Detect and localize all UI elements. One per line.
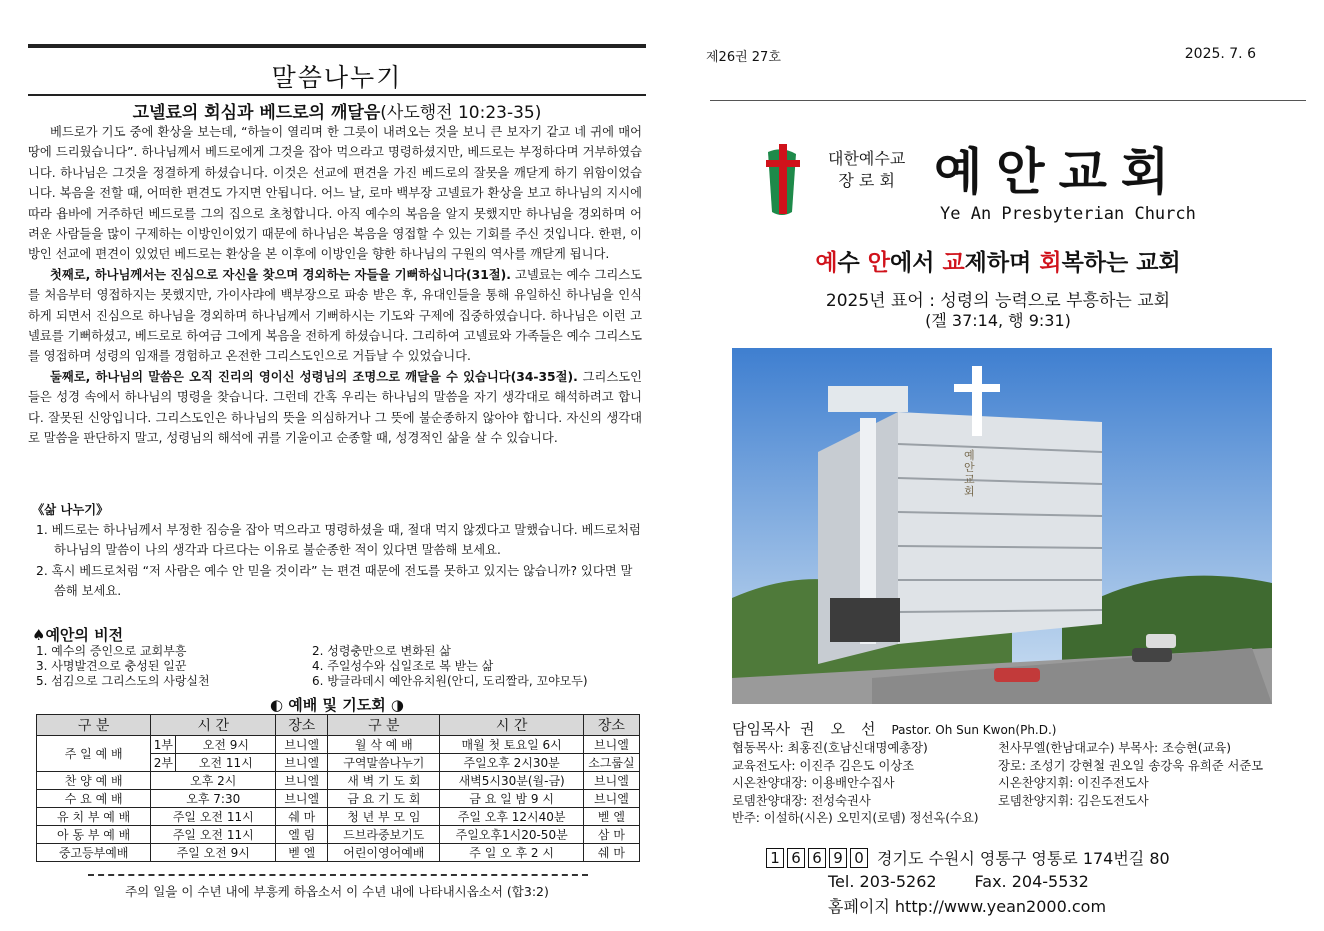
table-cell: 브니엘 <box>583 772 639 790</box>
table-header-row <box>37 715 640 736</box>
sermon-paragraph-1: 베드로가 기도 중에 환상을 보는데, “하늘이 열리며 한 그릇이 내려오는 것을 보니 큰 보자기 같고 네 귀에 매어 땅에 드리웠습니다”. 하나님께서 베드로에게 그것을 잡아 먹으라고 명령하셨지만, 베드로는 부정하다며 거부하였습니다. 하나님은 그것을 정결하게 하셨습니다. 이것은 선교에 편견을 가진 베드로의 잘못을 깨닫게 하기 위함이었습니다. 복음을 전할 때, 어떠한 편견도 가지면 안됩니다. 어느 날, 로마 백부장 고넬료가 환상을 보고 하나님의 지시에 따라 욥바에 거주하던 베드로를 그의 집으로 초청합니다. 아직 예수의 복음을 알지 못했지만 하나님을 경외하며 어려운 사람들을 많이 구제하는 이방인이었기 때문에 하나님은 복음을 영접할 수 있는 기회를 주신 것입니다. 한편, 이방인 선교에 편견이 있었던 베드로는 환상을 본 이후에 이방인을 향한 하나님의 구원의 역사를 깨닫게 됩니다. <box>28 125 642 262</box>
table-row <box>37 736 640 754</box>
building-sign: 예안교회 <box>964 449 975 498</box>
table-cell: 구역말씀나누기 <box>328 754 440 772</box>
staff-row <box>732 810 1306 828</box>
table-header: 장소 <box>583 715 639 736</box>
staff-entry: 천사무엘(한남대교수) 부목사: 조승현(교육) <box>998 741 1232 755</box>
church-motto <box>688 244 1308 277</box>
point-1-body: 고넬료는 예수 그리스도를 처음부터 영접하지는 못했지만, 가이사랴에 백부장으로 파송 받은 후, 유대인들을 통해 유일하신 하나님을 인식하게 되면서 진심으로 하나님을 경외하며 하나님께서 기뻐하시는 기도와 구제에 집중하였습니다. 하나님은 이런 고넬료를 기뻐하셨고, 베드로로 하여금 그에게 복음을 전하게 하셨습니다. 그리하여 고넬료와 가족들은 예수 그리스도를 영접하며 성령의 임재를 경험하고 온전한 그리스도인으로 거듭날 수 있었습니다. <box>28 267 642 364</box>
table-row <box>37 844 640 862</box>
table-header: 구 분 <box>37 715 151 736</box>
table-cell: 금 요 기 도 회 <box>328 790 440 808</box>
table-cell: 새 벽 기 도 회 <box>328 772 440 790</box>
table-row <box>37 790 640 808</box>
table-cell: 주일 오후 12시40분 <box>440 808 583 826</box>
volume-number: 제26권 27호 <box>706 50 781 65</box>
table-cell: 브니엘 <box>276 736 328 754</box>
vision-item: 6. 방글라데시 예안유치원(안디, 도리짤라, 꼬야모두) <box>312 674 588 688</box>
year-theme: 2025년 표어 : 성령의 능력으로 부흥하는 교회 <box>825 291 1171 311</box>
table-cell: 주일오후1시20-50분 <box>440 826 583 844</box>
table-cell: 브니엘 <box>276 754 328 772</box>
vision-item: 2. 성령충만으로 변화된 삶 <box>312 644 451 658</box>
top-rule <box>28 44 646 48</box>
table-cell: 쉐 마 <box>276 808 328 826</box>
table-row <box>37 826 640 844</box>
staff-entry: 반주: 이설하(시온) 오민지(로뎀) 정선옥(수요) <box>732 811 979 825</box>
homepage-link[interactable]: 홈페이지 http://www.yean2000.com <box>828 897 1107 916</box>
table-cell: 삼 마 <box>583 826 639 844</box>
table-cell: 주일 오전 11시 <box>151 808 276 826</box>
table-cell: 금 요 일 밤 9 시 <box>440 790 583 808</box>
table-cell: 엘 림 <box>276 826 328 844</box>
life-sharing-heading: 《삶 나누기》 <box>32 503 109 517</box>
table-header: 장소 <box>276 715 328 736</box>
zip-digit: 6 <box>808 848 826 868</box>
table-cell: 아 동 부 예 배 <box>37 826 151 844</box>
staff-row <box>732 758 1306 776</box>
sermon-body <box>28 122 642 449</box>
table-cell: 벧 엘 <box>276 844 328 862</box>
staff-entry: 협동목사: 최홍진(호남신대명예총장) <box>732 741 928 755</box>
table-row <box>37 808 640 826</box>
vision-heading: ♠예안의 비전 <box>32 626 124 644</box>
staff-entry: 로뎀찬양지휘: 김은도전도사 <box>998 793 1149 808</box>
zip-digit: 9 <box>829 848 847 868</box>
staff-entry: 교육전도사: 이진주 김은도 이상조 <box>732 758 915 773</box>
address-text: 경기도 수원시 영통구 영통로 174번길 80 <box>877 849 1170 868</box>
table-cell: 주일 오전 11시 <box>151 826 276 844</box>
denomination-line-2: 장 로 회 <box>838 171 895 190</box>
motto-letter: 회 <box>1039 250 1062 276</box>
table-cell: 오후 7:30 <box>151 790 276 808</box>
table-header: 시 간 <box>151 715 276 736</box>
year-theme-reference: (겔 37:14, 행 9:31) <box>925 311 1071 330</box>
footer-verse: 주의 일을 이 수년 내에 부흥케 하옵소서 이 수년 내에 나타내시옵소서 (합3:2) <box>125 884 549 899</box>
point-1-heading: 첫째로, 하나님께서는 진심으로 자신을 찾으며 경외하는 자들을 기뻐하십니다(31절). <box>50 267 511 282</box>
staff-row <box>732 793 1306 811</box>
table-cell: 벧 엘 <box>583 808 639 826</box>
sermon-reference: (사도행전 10:23-35) <box>380 103 542 123</box>
church-name: 예안교회 <box>934 142 1184 201</box>
table-header: 구 분 <box>328 715 440 736</box>
table-cell: 수 요 예 배 <box>37 790 151 808</box>
issue-date: 2025. 7. 6 <box>1184 46 1256 62</box>
motto-text: 수 <box>837 250 868 276</box>
staff-entry: 시온찬양지휘: 이진주전도사 <box>998 776 1149 790</box>
worship-heading: ◐ 예배 및 기도회 ◑ <box>269 696 404 714</box>
sermon-title <box>28 98 646 123</box>
table-cell: 쉐 마 <box>583 844 639 862</box>
question-item: 2. 혹시 베드로처럼 “저 사람은 예수 안 믿을 것이라” 는 편견 때문에 전도를 못하고 있지는 않습니까? 있다면 말씀해 보세요. <box>36 563 633 599</box>
denomination <box>828 148 905 192</box>
table-cell: 브니엘 <box>583 790 639 808</box>
motto-text: 복하는 교회 <box>1061 250 1181 276</box>
sermon-title-text: 고넬료의 회심과 베드로의 깨달음 <box>132 103 381 123</box>
table-cell: 소그룹실 <box>583 754 639 772</box>
table-row <box>37 772 640 790</box>
church-name-english: Ye An Presbyterian Church <box>940 204 1196 224</box>
table-cell: 오전 11시 <box>176 754 276 772</box>
section-title: 말씀나누기 <box>271 63 403 92</box>
pastor-name-english: Pastor. Oh Sun Kwon(Ph.D.) <box>891 723 1057 737</box>
vision-item: 1. 예수의 증인으로 교회부흥 <box>36 644 187 658</box>
staff-entry: 장로: 조성기 강현철 권오일 송강욱 유희준 서준모 <box>998 758 1264 773</box>
table-cell: 어린이영어예배 <box>328 844 440 862</box>
pastor-role: 담임목사 <box>732 720 790 738</box>
motto-letter: 교 <box>942 250 965 276</box>
table-cell: 브니엘 <box>276 772 328 790</box>
table-cell: 드브라중보기도 <box>328 826 440 844</box>
worship-schedule-table <box>36 714 640 862</box>
staff-list <box>732 740 1306 828</box>
dashed-divider <box>88 874 588 876</box>
left-page <box>28 44 646 924</box>
table-cell: 청 년 부 모 임 <box>328 808 440 826</box>
motto-letter: 안 <box>867 250 890 276</box>
vision-column-left <box>36 644 326 689</box>
question-list <box>32 520 642 602</box>
table-cell: 새벽5시30분(월-금) <box>440 772 583 790</box>
table-cell: 중고등부예배 <box>37 844 151 862</box>
telephone: Tel. 203-5262 <box>828 872 937 891</box>
zip-digit: 6 <box>787 848 805 868</box>
staff-entry: 로뎀찬양대장: 전성숙권사 <box>732 793 871 808</box>
zip-digit: 0 <box>850 848 868 868</box>
header-rule <box>710 100 1306 101</box>
staff-row <box>732 775 1306 793</box>
vision-column-right <box>312 644 602 689</box>
senior-pastor <box>732 718 1056 739</box>
table-cell: 유 치 부 예 배 <box>37 808 151 826</box>
zip-digit: 1 <box>766 848 784 868</box>
table-cell: 1부 <box>151 736 176 754</box>
fax: Fax. 204-5532 <box>974 872 1089 891</box>
point-2-heading: 둘째로, 하나님의 말씀은 오직 진리의 영이신 성령님의 조명으로 깨달을 수 있습니다(34-35절). <box>50 369 578 384</box>
table-cell: 주일 오전 9시 <box>151 844 276 862</box>
table-cell: 주 일 오 후 2 시 <box>440 844 583 862</box>
staff-entry: 시온찬양대장: 이용배안수집사 <box>732 776 895 790</box>
table-cell: 주 일 예 배 <box>37 736 151 772</box>
vision-item: 3. 사명발견으로 충성된 일꾼 <box>36 659 187 673</box>
contact-numbers <box>828 872 1127 891</box>
table-cell: 브니엘 <box>276 790 328 808</box>
sermon-paragraph-3 <box>28 367 642 449</box>
church-building-image <box>732 348 1272 704</box>
staff-row <box>732 740 1306 758</box>
title-rule <box>28 94 646 96</box>
cross-logo-icon <box>762 142 804 220</box>
sermon-paragraph-2 <box>28 265 642 367</box>
table-cell: 2부 <box>151 754 176 772</box>
table-cell: 월 삭 예 배 <box>328 736 440 754</box>
vision-item: 5. 섬김으로 그리스도의 사랑실천 <box>36 674 210 688</box>
point-2-body: 그리스도인들은 성경 속에서 하나님의 명령을 찾습니다. 그런데 간혹 우리는 하나님의 말씀을 자기 생각대로 해석하려고 합니다. 잘못된 신앙입니다. 그리스도인은 하나님의 뜻을 의심하거나 그 뜻에 불순종하지 않아야 합니다. 자신의 생각대로 말씀을 판단하지 말고, 성령님의 해석에 귀를 기울이고 순종할 때, 성경적인 삶을 살 수 있습니다. <box>28 369 642 446</box>
table-cell: 오후 2시 <box>151 772 276 790</box>
motto-text: 에서 <box>890 250 943 276</box>
table-cell: 오전 9시 <box>176 736 276 754</box>
question-item: 1. 베드로는 하나님께서 부정한 짐승을 잡아 먹으라고 명령하셨을 때, 절대 먹지 않겠다고 말했습니다. 베드로처럼 하나님의 말씀이 나의 생각과 다르다는 이유로 불순종한 적이 있다면 말씀해 보세요. <box>36 523 641 558</box>
table-cell: 주일오후 2시30분 <box>440 754 583 772</box>
motto-letter: 예 <box>815 250 838 276</box>
postal-address <box>766 846 1170 869</box>
table-header: 시 간 <box>440 715 583 736</box>
pastor-name: 권오선 <box>799 720 892 738</box>
table-cell: 매월 첫 토요일 6시 <box>440 736 583 754</box>
denomination-line-1: 대한예수교 <box>828 149 906 168</box>
right-page <box>688 30 1308 920</box>
vision-item: 4. 주일성수와 십일조로 복 받는 삶 <box>312 659 494 673</box>
motto-text: 제하며 <box>964 250 1040 276</box>
table-cell: 찬 양 예 배 <box>37 772 151 790</box>
table-cell: 브니엘 <box>583 736 639 754</box>
